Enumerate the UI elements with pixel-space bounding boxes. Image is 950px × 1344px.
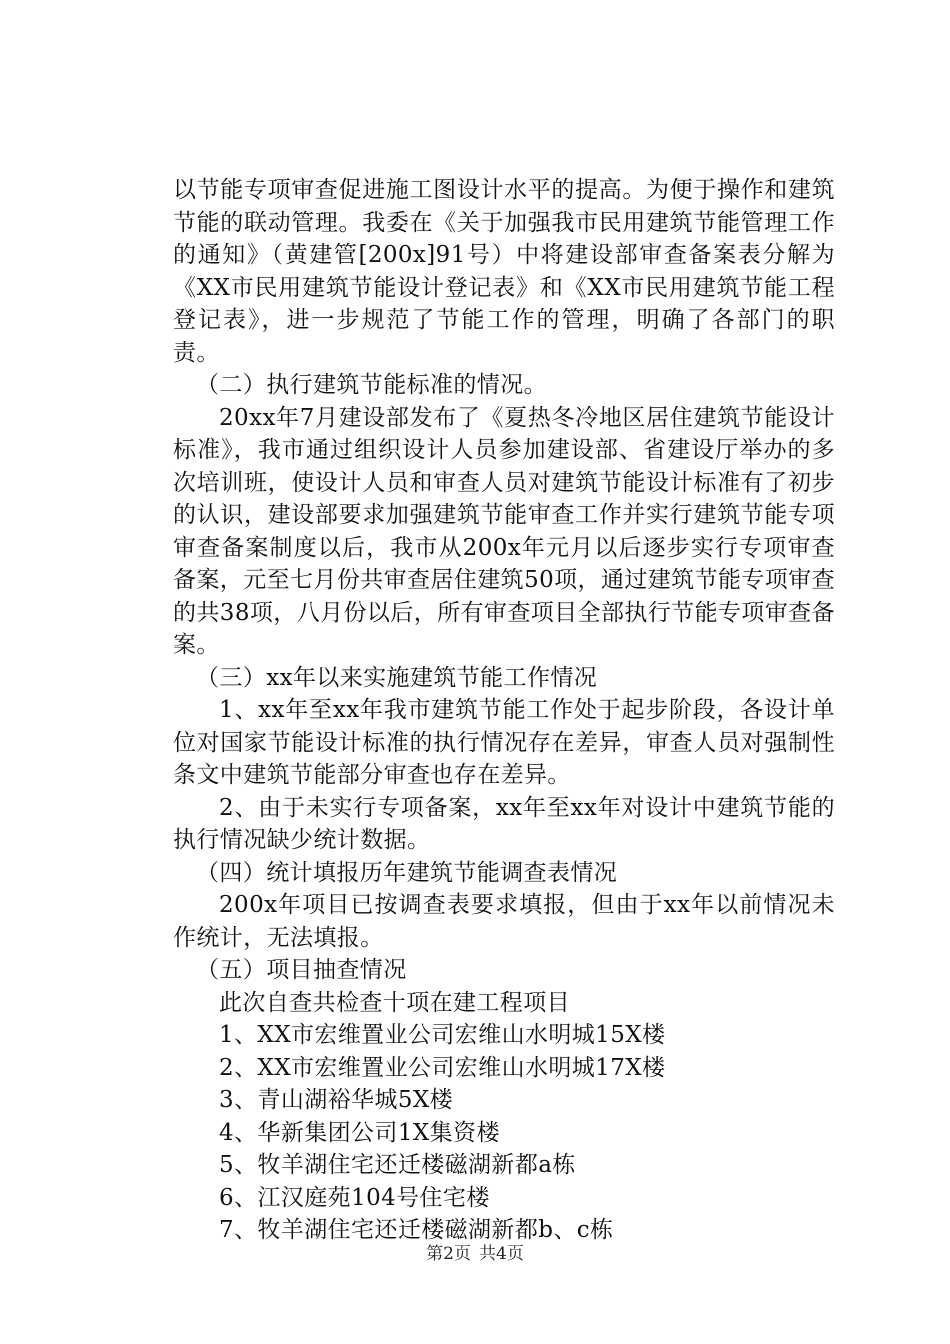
paragraph-item-2: 2、由于未实行专项备案，xx年至xx年对设计中建筑节能的执行情况缺少统计数据。	[173, 794, 835, 853]
project-list-item-7: 7、牧羊湖住宅还迁楼磁湖新都b、c栋	[219, 1217, 614, 1243]
paragraph-intro: 以节能专项审查促进施工图设计水平的提高。为便于操作和建筑节能的联动管理。我委在《关于加强我市民用建筑节能管理工作的通知》（黄建管[200x]91号）中将建设部审查备案表分解为《XX市民用建筑节能设计登记表》和《XX市民用建筑节能工程登记表》，进一步规范了节能工作的管理，明确了各部门的职责。	[173, 177, 835, 366]
paragraph-inspection-intro: 此次自查共检查十项在建工程项目	[219, 989, 570, 1016]
section-heading-5: （五）项目抽查情况	[196, 957, 407, 983]
project-list-item-2: 2、XX市宏维置业公司宏维山水明城17X楼	[219, 1054, 666, 1081]
section-heading-3: （三）xx年以来实施建筑节能工作情况	[196, 664, 598, 691]
project-list-item-1: 1、XX市宏维置业公司宏维山水明城15X楼	[219, 1022, 666, 1048]
project-list-item-6: 6、江汉庭苑104号住宅楼	[219, 1184, 490, 1211]
page-footer	[0, 1244, 950, 1264]
paragraph-standard-execution: 20xx年7月建设部发布了《夏热冬冷地区居住建筑节能设计标准》，我市通过组织设计人员参加建设部、省建设厅举办的多次培训班，使设计人员和审查人员对建筑节能设计标准有了初步的认识，建设部要求加强建筑节能审查工作并实行建筑节能专项审查备案制度以后，我市从200x年元月以后逐步实行专项审查备案，元至七月份共审查居住建筑50项，通过建筑节能专项审查的共38项，八月份以后，所有审查项目全部执行节能专项审查备案。	[173, 404, 835, 658]
section-heading-2: （二）执行建筑节能标准的情况。	[196, 372, 547, 398]
project-list-item-3: 3、青山湖裕华城5X楼	[219, 1087, 454, 1113]
project-list-item-5: 5、牧羊湖住宅还迁楼磁湖新都a栋	[219, 1152, 576, 1178]
section-heading-4: （四）统计填报历年建筑节能调查表情况	[196, 859, 618, 886]
paragraph-item-1: 1、xx年至xx年我市建筑节能工作处于起步阶段，各设计单位对国家节能设计标准的执行情况存在差异，审查人员对强制性条文中建筑节能部分审查也存在差异。	[173, 697, 835, 788]
page-total: 共4页	[479, 1244, 524, 1264]
document-body	[173, 174, 835, 1247]
paragraph-survey: 200x年项目已按调查表要求填报，但由于xx年以前情况未作统计，无法填报。	[173, 892, 835, 951]
page-number: 第2页	[426, 1244, 471, 1264]
project-list-item-4: 4、华新集团公司1X集资楼	[219, 1119, 500, 1146]
